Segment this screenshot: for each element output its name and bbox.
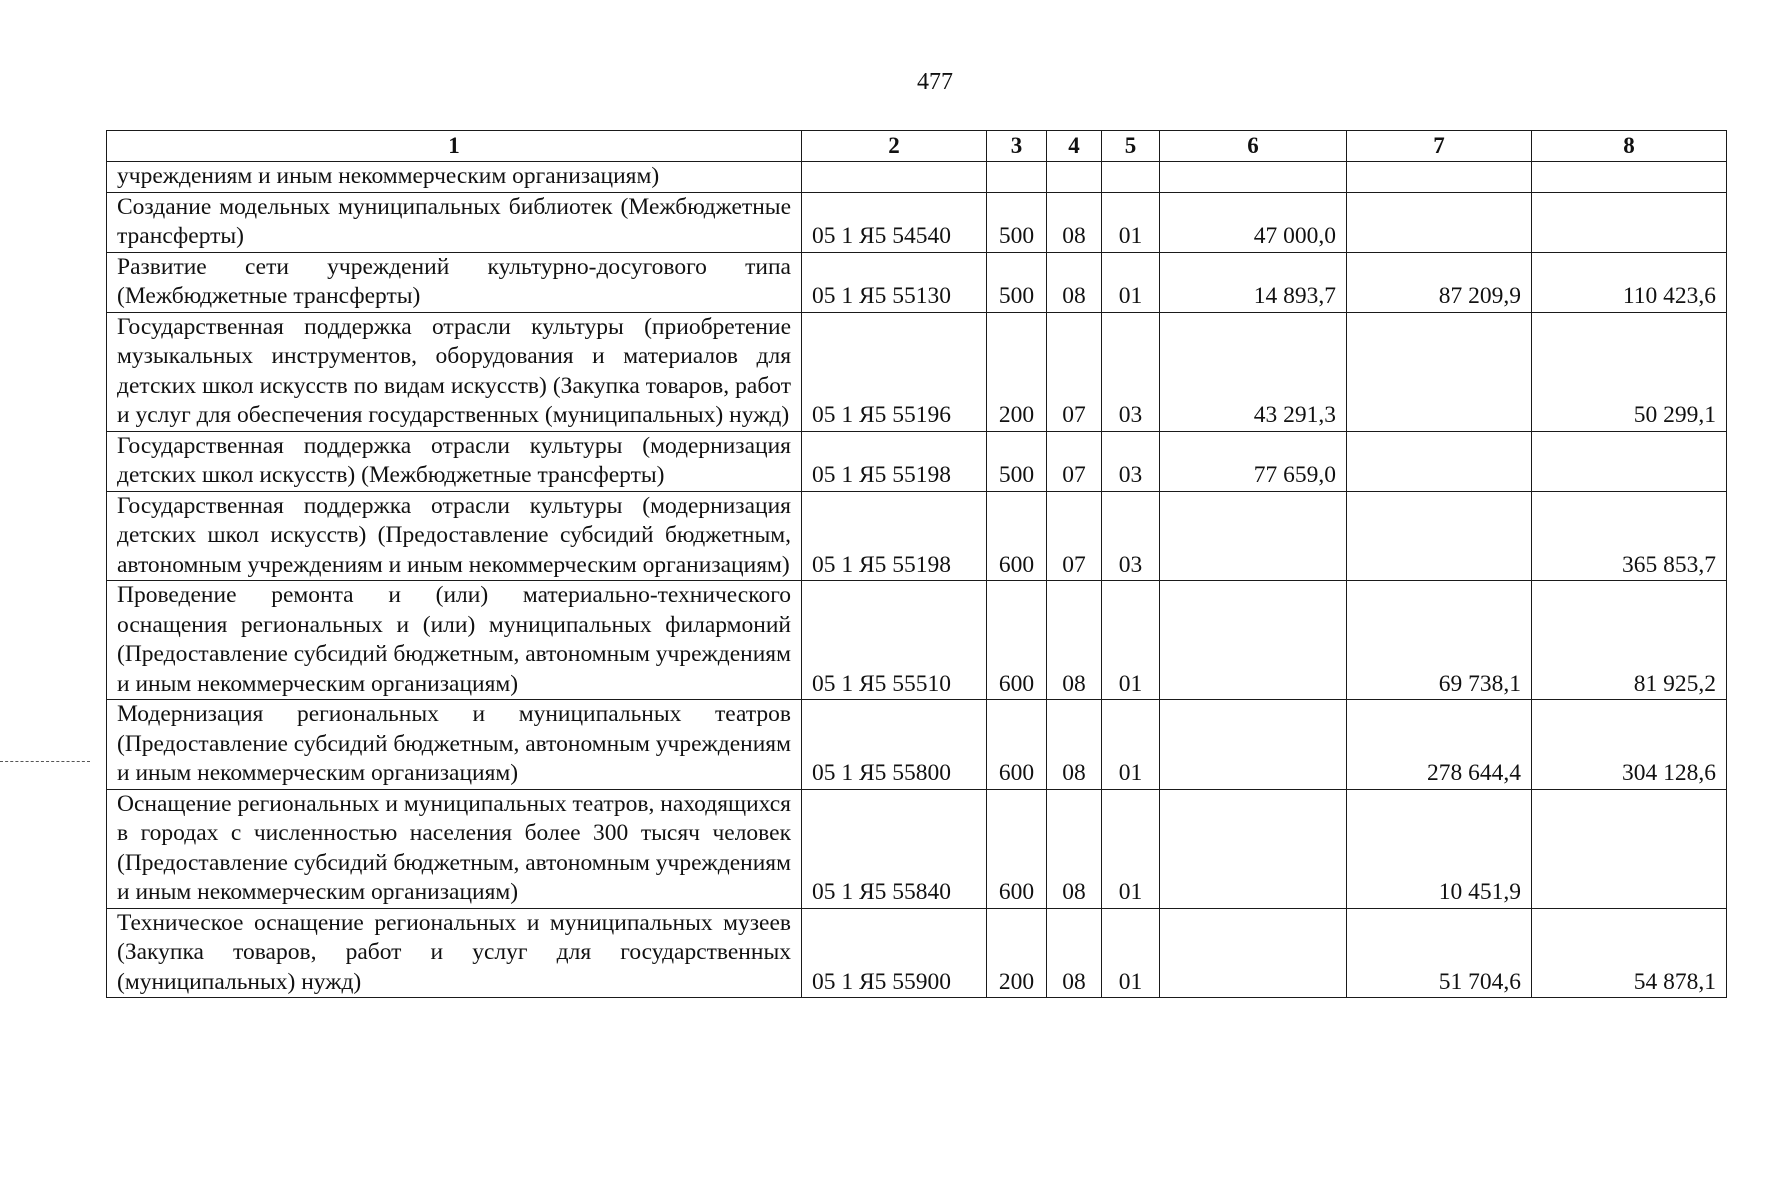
row-amount-col8-cell xyxy=(1532,431,1727,491)
header-row xyxy=(107,131,1727,162)
row-amount-col7-cell: 51 704,6 xyxy=(1347,908,1532,998)
row-subsection-cell: 01 xyxy=(1102,581,1160,700)
row-name-cell xyxy=(107,162,802,193)
header-cell-1: 1 xyxy=(107,131,802,162)
row-name-text: Развитие сети учреждений культурно-досугового типа (Межбюджетные трансферты) xyxy=(117,253,791,309)
row-name-cell xyxy=(107,491,802,581)
row-amount-col6-cell: 77 659,0 xyxy=(1160,431,1347,491)
row-section-cell xyxy=(1047,162,1102,193)
row-section-cell: 07 xyxy=(1047,431,1102,491)
row-expense-type-cell: 600 xyxy=(987,491,1047,581)
row-amount-col6-cell xyxy=(1160,789,1347,908)
row-code-cell: 05 1 Я5 55510 xyxy=(802,581,987,700)
row-code-cell xyxy=(802,162,987,193)
row-code-cell: 05 1 Я5 55900 xyxy=(802,908,987,998)
page-number: 477 xyxy=(917,69,953,95)
row-amount-col8-cell xyxy=(1532,192,1727,252)
row-amount-col8-cell: 365 853,7 xyxy=(1532,491,1727,581)
table-row xyxy=(107,312,1727,431)
row-name-text: Создание модельных муниципальных библиотек (Межбюджетные трансферты) xyxy=(117,193,791,249)
row-expense-type-cell: 600 xyxy=(987,581,1047,700)
row-amount-col8-cell: 54 878,1 xyxy=(1532,908,1727,998)
row-expense-type-cell: 500 xyxy=(987,192,1047,252)
row-code-cell: 05 1 Я5 55130 xyxy=(802,252,987,312)
row-code-cell: 05 1 Я5 54540 xyxy=(802,192,987,252)
row-name-cell xyxy=(107,581,802,700)
row-amount-col7-cell: 87 209,9 xyxy=(1347,252,1532,312)
table-row xyxy=(107,431,1727,491)
row-subsection-cell: 03 xyxy=(1102,431,1160,491)
table-row xyxy=(107,700,1727,790)
row-expense-type-cell: 500 xyxy=(987,252,1047,312)
row-expense-type-cell: 600 xyxy=(987,789,1047,908)
table-body xyxy=(107,162,1727,998)
scan-margin-mark xyxy=(0,761,90,762)
table-row xyxy=(107,581,1727,700)
row-name-text: Модернизация региональных и муниципальных театров (Предоставление субсидий бюджетным, автономным учреждениям и иным некоммерческим организациям) xyxy=(117,701,791,786)
row-amount-col7-cell xyxy=(1347,491,1532,581)
row-name-cell xyxy=(107,789,802,908)
row-code-cell: 05 1 Я5 55840 xyxy=(802,789,987,908)
row-amount-col6-cell xyxy=(1160,700,1347,790)
row-subsection-cell: 01 xyxy=(1102,192,1160,252)
header-cell-8: 8 xyxy=(1532,131,1727,162)
row-amount-col6-cell xyxy=(1160,162,1347,193)
row-name-text: Государственная поддержка отрасли культуры (модернизация детских школ искусств) (Предоставление субсидий бюджетным, автономным учреждениям и иным некоммерческим организациям) xyxy=(117,492,791,578)
row-name-text: учреждениям и иным некоммерческим организациям) xyxy=(117,163,660,189)
row-name-cell xyxy=(107,431,802,491)
table-row xyxy=(107,192,1727,252)
row-amount-col8-cell xyxy=(1532,162,1727,193)
row-amount-col7-cell xyxy=(1347,312,1532,431)
row-name-text: Техническое оснащение региональных и муниципальных музеев (Закупка товаров, работ и услуг для государственных (муниципальных) нужд) xyxy=(117,909,791,995)
row-amount-col8-cell xyxy=(1532,789,1727,908)
row-name-cell xyxy=(107,700,802,790)
header-cell-5: 5 xyxy=(1102,131,1160,162)
header-cell-4: 4 xyxy=(1047,131,1102,162)
table-row xyxy=(107,491,1727,581)
row-section-cell: 08 xyxy=(1047,192,1102,252)
row-amount-col7-cell: 278 644,4 xyxy=(1347,700,1532,790)
row-name-text: Государственная поддержка отрасли культуры (модернизация детских школ искусств) (Межбюджетные трансферты) xyxy=(117,432,791,488)
row-section-cell: 07 xyxy=(1047,491,1102,581)
row-amount-col7-cell xyxy=(1347,162,1532,193)
row-name-cell xyxy=(107,312,802,431)
header-cell-2: 2 xyxy=(802,131,987,162)
row-amount-col7-cell xyxy=(1347,192,1532,252)
row-amount-col8-cell: 304 128,6 xyxy=(1532,700,1727,790)
row-code-cell: 05 1 Я5 55198 xyxy=(802,491,987,581)
row-amount-col6-cell: 47 000,0 xyxy=(1160,192,1347,252)
row-section-cell: 08 xyxy=(1047,789,1102,908)
row-amount-col8-cell: 110 423,6 xyxy=(1532,252,1727,312)
row-section-cell: 08 xyxy=(1047,908,1102,998)
table-row xyxy=(107,789,1727,908)
budget-table xyxy=(106,130,1727,998)
row-expense-type-cell: 600 xyxy=(987,700,1047,790)
row-subsection-cell: 03 xyxy=(1102,491,1160,581)
row-amount-col6-cell xyxy=(1160,908,1347,998)
row-name-cell xyxy=(107,908,802,998)
row-subsection-cell xyxy=(1102,162,1160,193)
row-subsection-cell: 01 xyxy=(1102,908,1160,998)
row-amount-col8-cell: 50 299,1 xyxy=(1532,312,1727,431)
row-amount-col6-cell xyxy=(1160,581,1347,700)
row-name-text: Государственная поддержка отрасли культуры (приобретение музыкальных инструментов, оборудования и материалов для детских школ искусств по видам искусств) (Закупка товаров, работ и услуг для обеспечения государственных (муниципальных) нужд) xyxy=(117,313,791,428)
row-name-cell xyxy=(107,252,802,312)
row-code-cell: 05 1 Я5 55196 xyxy=(802,312,987,431)
row-section-cell: 08 xyxy=(1047,252,1102,312)
row-section-cell: 07 xyxy=(1047,312,1102,431)
row-expense-type-cell: 200 xyxy=(987,312,1047,431)
row-expense-type-cell: 500 xyxy=(987,431,1047,491)
row-amount-col6-cell xyxy=(1160,491,1347,581)
table-row xyxy=(107,908,1727,998)
row-section-cell: 08 xyxy=(1047,700,1102,790)
row-subsection-cell: 01 xyxy=(1102,700,1160,790)
row-amount-col7-cell xyxy=(1347,431,1532,491)
table-row xyxy=(107,162,1727,193)
row-name-cell xyxy=(107,192,802,252)
row-code-cell: 05 1 Я5 55198 xyxy=(802,431,987,491)
row-code-cell: 05 1 Я5 55800 xyxy=(802,700,987,790)
table-row xyxy=(107,252,1727,312)
header-cell-7: 7 xyxy=(1347,131,1532,162)
row-amount-col6-cell: 43 291,3 xyxy=(1160,312,1347,431)
row-amount-col6-cell: 14 893,7 xyxy=(1160,252,1347,312)
row-expense-type-cell xyxy=(987,162,1047,193)
row-section-cell: 08 xyxy=(1047,581,1102,700)
row-subsection-cell: 01 xyxy=(1102,789,1160,908)
row-amount-col8-cell: 81 925,2 xyxy=(1532,581,1727,700)
header-cell-3: 3 xyxy=(987,131,1047,162)
row-subsection-cell: 03 xyxy=(1102,312,1160,431)
row-amount-col7-cell: 69 738,1 xyxy=(1347,581,1532,700)
row-amount-col7-cell: 10 451,9 xyxy=(1347,789,1532,908)
row-name-text: Проведение ремонта и (или) материально-технического оснащения региональных и (или) муниципальных филармоний (Предоставление субсидий бюджетным, автономным учреждениям и иным некоммерческим организациям) xyxy=(117,582,791,697)
header-cell-6: 6 xyxy=(1160,131,1347,162)
row-expense-type-cell: 200 xyxy=(987,908,1047,998)
row-subsection-cell: 01 xyxy=(1102,252,1160,312)
row-name-text: Оснащение региональных и муниципальных театров, находящихся в городах с численностью населения более 300 тысяч человек (Предоставление субсидий бюджетным, автономным учреждениям и иным некоммерческим организациям) xyxy=(117,790,791,905)
